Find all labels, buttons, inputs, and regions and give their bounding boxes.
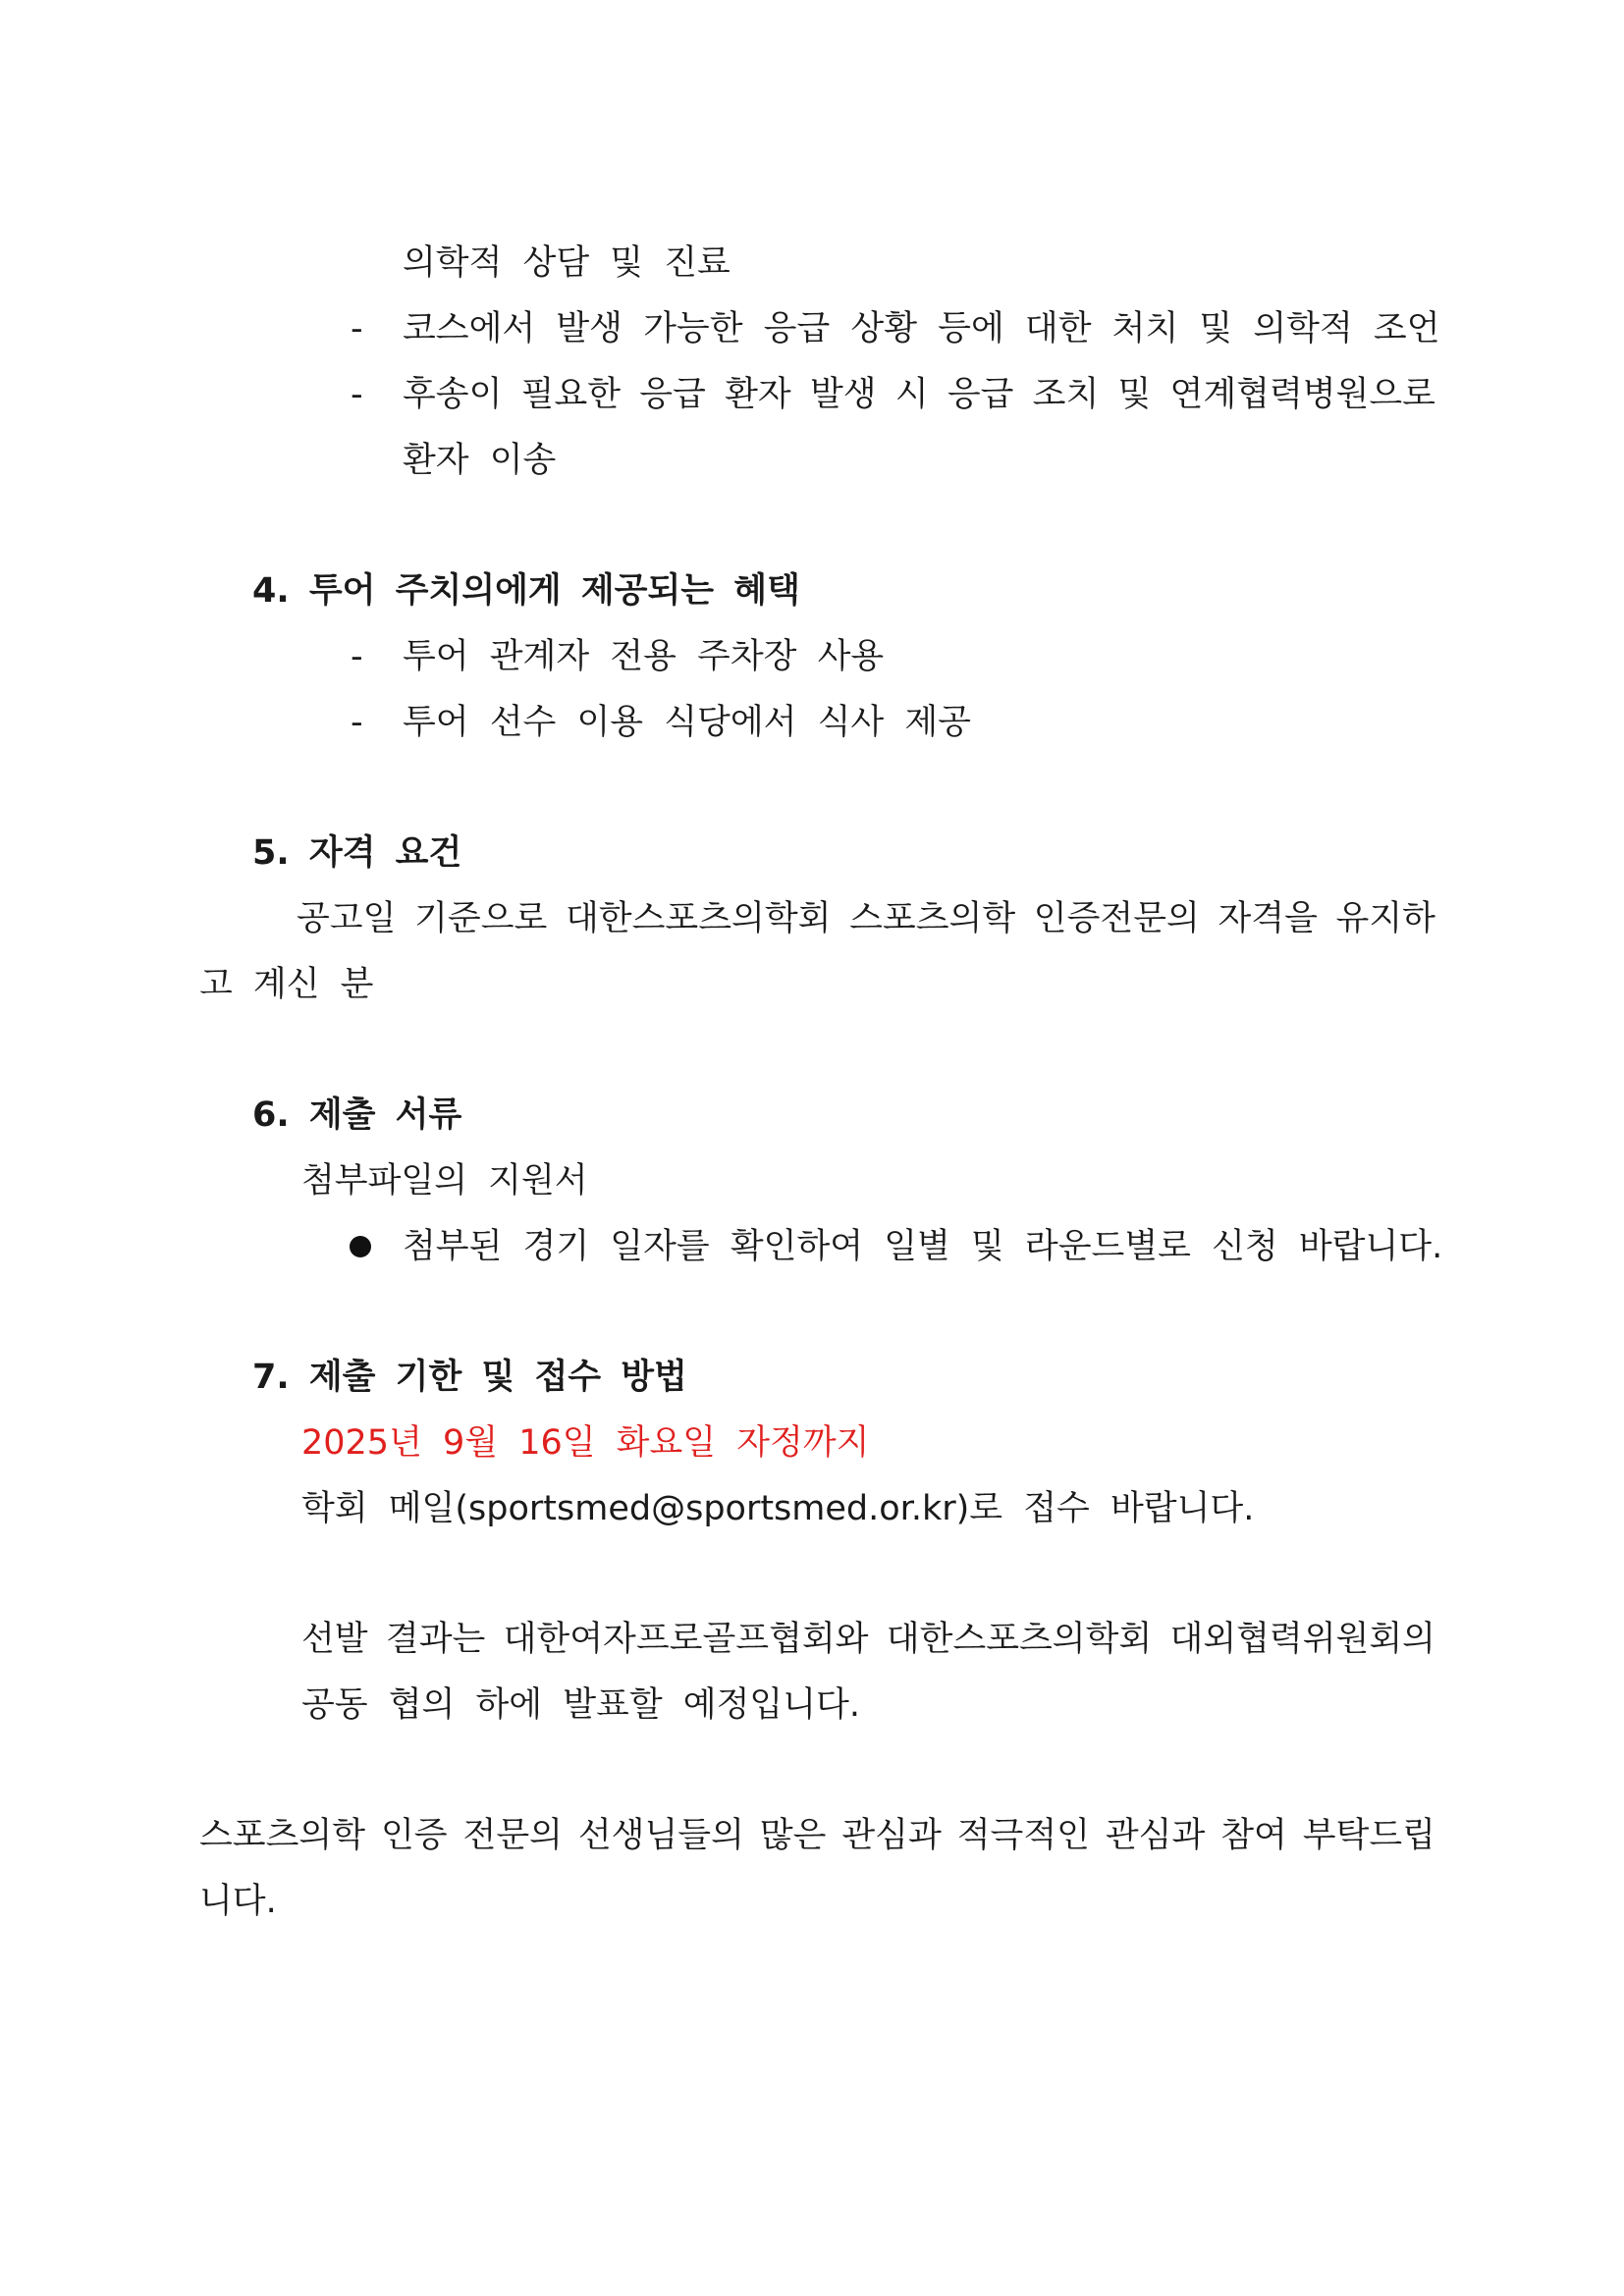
closing-line2: 니다. <box>199 1882 277 1921</box>
section5-heading: 5. 자격 요건 <box>252 833 462 873</box>
section3-item3-line1: 후송이 필요한 응급 환자 발생 시 응급 조치 및 연계협력병원으로 <box>403 375 1435 414</box>
dash-marker: - <box>351 637 363 676</box>
dash-marker: - <box>351 309 363 348</box>
section7-result-line1: 선발 결과는 대한여자프로골프협회와 대한스포츠의학회 대외협력위원회의 <box>301 1620 1435 1659</box>
section4-item-parking: 투어 관계자 전용 주차장 사용 <box>403 637 885 676</box>
dash-marker: - <box>351 375 363 414</box>
section5-body-line1: 공고일 기준으로 대한스포츠의학회 스포츠의학 인증전문의 자격을 유지하 <box>297 899 1435 938</box>
section6-heading: 6. 제출 서류 <box>252 1095 462 1135</box>
dash-marker: - <box>351 703 363 742</box>
section3-item1-continuation: 의학적 상담 및 진료 <box>403 243 731 283</box>
section7-deadline: 2025년 9월 16일 화요일 자정까지 <box>301 1423 870 1463</box>
section4-heading: 4. 투어 주치의에게 제공되는 혜택 <box>252 571 800 611</box>
section4-item-meal: 투어 선수 이용 식당에서 식사 제공 <box>403 703 971 742</box>
section7-result-line2: 공동 협의 하에 발표할 예정입니다. <box>301 1685 860 1725</box>
closing-line1: 스포츠의학 인증 전문의 선생님들의 많은 관심과 적극적인 관심과 참여 부탁드립 <box>199 1816 1435 1855</box>
section6-bullet-text: 첨부된 경기 일자를 확인하여 일별 및 라운드별로 신청 바랍니다. <box>403 1227 1443 1266</box>
section3-item3-line2: 환자 이송 <box>403 441 557 480</box>
section7-submission: 학회 메일(sportsmed@sportsmed.or.kr)로 접수 바랍니다. <box>301 1489 1255 1528</box>
bullet-icon <box>350 1236 371 1257</box>
section3-item2: 코스에서 발생 가능한 응급 상황 등에 대한 처치 및 의학적 조언 <box>403 309 1440 348</box>
section7-heading: 7. 제출 기한 및 접수 방법 <box>252 1358 687 1397</box>
section5-body-line2: 고 계신 분 <box>199 965 374 1004</box>
section6-body: 첨부파일의 지원서 <box>301 1161 588 1201</box>
